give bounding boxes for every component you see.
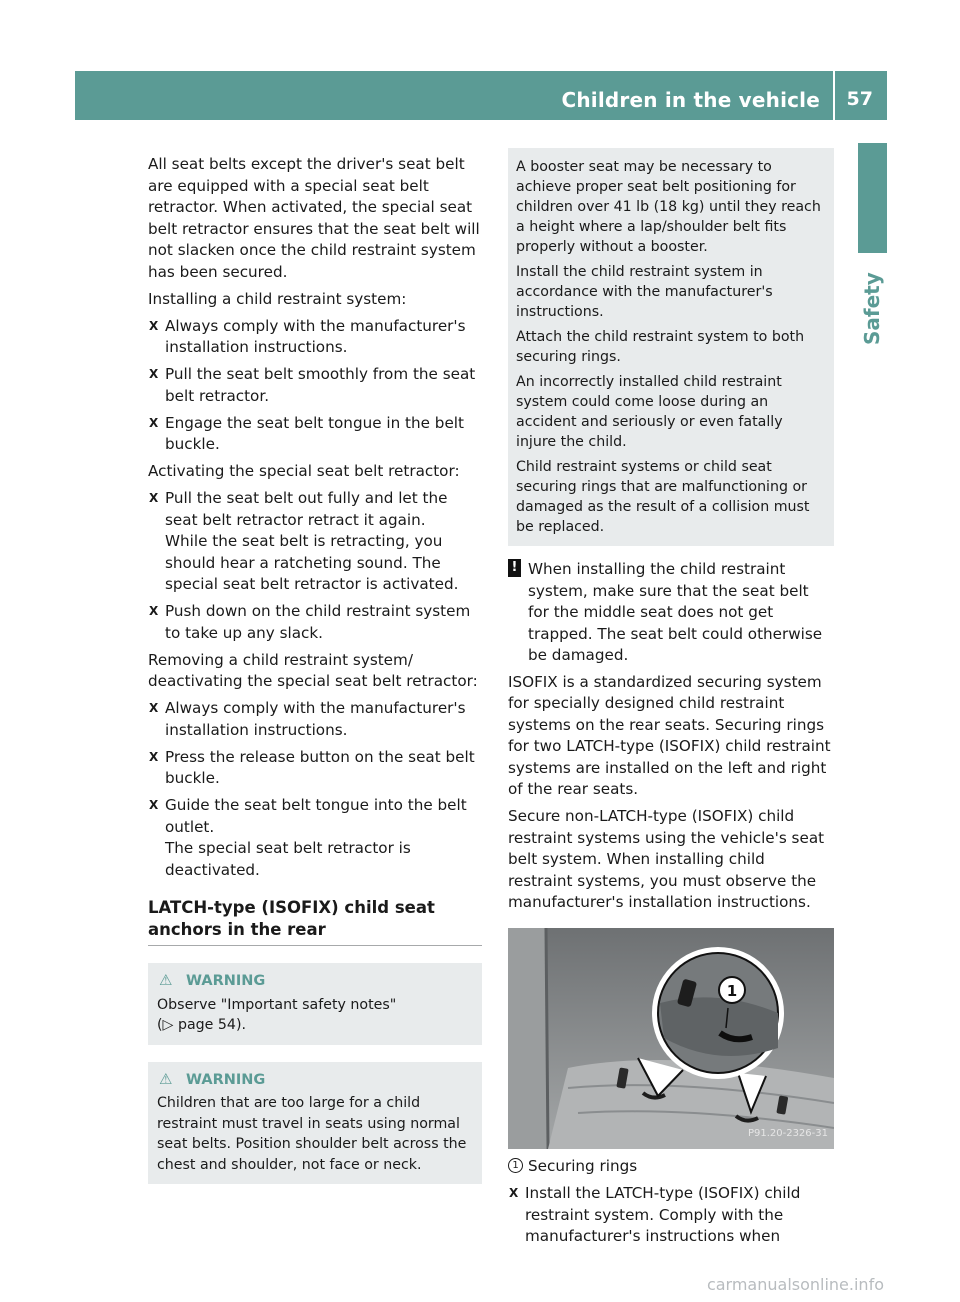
step-item: X Engage the seat belt tongue in the belt buckle. bbox=[149, 413, 464, 453]
securing-rings-photo bbox=[508, 928, 834, 1149]
step-item: X Push down on the child restraint system to take up any slack. bbox=[149, 602, 471, 642]
callout-number-icon: 1 bbox=[508, 1158, 523, 1173]
warning-box bbox=[148, 1062, 482, 1185]
side-tab-block bbox=[858, 143, 887, 253]
legend-item: 1 Securing rings bbox=[508, 1156, 834, 1178]
warning-text: Observe "Important safety notes" (▷ page 54). bbox=[157, 996, 397, 1033]
info-paragraph: A booster seat may be necessary to achieve proper seat belt positioning for children over 41 lb (18 kg) until they reach a height where a lap/shoulder belt fits properly without a booster. bbox=[516, 159, 821, 255]
page-header bbox=[75, 71, 887, 120]
warning-triangle-icon: ⚠ bbox=[159, 1069, 173, 1088]
seat-illustration bbox=[508, 928, 834, 1149]
step-item: X Install the LATCH-type (ISOFIX) child restraint system. Comply with the manufacturer's instructions when bbox=[509, 1184, 801, 1245]
info-paragraph: Child restraint systems or child seat securing rings that are malfunctioning or damaged as the result of a collision must be replaced. bbox=[516, 459, 810, 535]
warning-box bbox=[148, 963, 482, 1045]
info-paragraph: Attach the child restraint system to both securing rings. bbox=[516, 329, 805, 365]
warning-title: ⚠ WARNING bbox=[159, 971, 266, 989]
step-item: X Pull the seat belt out fully and let the seat belt retractor retract it again. While the seat belt is retracting, you should hear a ratcheting sound. The special seat belt retractor is activated. bbox=[149, 489, 459, 593]
step-arrow-icon: X bbox=[149, 367, 159, 381]
header-divider bbox=[833, 71, 835, 120]
step-item: X Pull the seat belt smoothly from the seat belt retractor. bbox=[149, 365, 476, 405]
step-item: X Always comply with the manufacturer's installation instructions. bbox=[149, 699, 466, 739]
activating-label: Activating the special seat belt retractor: bbox=[148, 462, 460, 480]
warning-triangle-icon: ⚠ bbox=[159, 971, 173, 989]
side-tab-label: Safety bbox=[860, 272, 884, 345]
warning-text: Children that are too large for a child restraint must travel in seats using normal seat belts. Position shoulder belt across the chest and shoulder, not face or neck. bbox=[157, 1095, 467, 1173]
step-arrow-icon: X bbox=[149, 798, 159, 812]
photo-callout-label: 1 bbox=[726, 981, 738, 1000]
step-arrow-icon: X bbox=[149, 415, 159, 430]
step-result: The special seat belt retractor is deactivated. bbox=[165, 839, 411, 879]
damage-note: ! When installing the child restraint system, make sure that the seat belt for the middle seat does not get trapped. The seat belt could otherwise be damaged. bbox=[508, 559, 834, 667]
installing-label: Installing a child restraint system: bbox=[148, 289, 407, 308]
page-reference-link[interactable]: (▷ page 54). bbox=[157, 1017, 246, 1033]
step-arrow-icon: X bbox=[149, 604, 159, 618]
info-paragraph: An incorrectly installed child restraint system could come loose during an accident and seriously or even fatally injure the child. bbox=[516, 374, 783, 450]
intro-paragraph: All seat belts except the driver's seat belt are equipped with a special seat belt retractor. When activated, the special seat belt retractor ensures that the seat belt will not slacken once the child restraint system has been secured. bbox=[148, 155, 480, 281]
chapter-title: Children in the vehicle bbox=[561, 88, 820, 112]
info-box bbox=[508, 148, 834, 546]
step-arrow-icon: X bbox=[509, 1186, 519, 1200]
step-arrow-icon: X bbox=[149, 749, 159, 764]
page-number: 57 bbox=[846, 88, 873, 110]
step-item: X Press the release button on the seat belt buckle. bbox=[149, 747, 475, 787]
warning-title: ⚠ WARNING bbox=[159, 1069, 266, 1088]
section-heading: LATCH-type (ISOFIX) child seat anchors in the rear bbox=[148, 897, 482, 946]
photo-caption: P91.20-2326-31 bbox=[747, 1128, 828, 1139]
non-latch-paragraph: Secure non-LATCH-type (ISOFIX) child restraint systems using the vehicle's seat belt system. When installing child restraint systems, you must observe the manufacturer's installation instructions. bbox=[508, 807, 825, 911]
removing-label: Removing a child restraint system/ deactivating the special seat belt retractor: bbox=[148, 650, 478, 690]
left-column bbox=[148, 154, 482, 1184]
step-item: X Guide the seat belt tongue into the belt outlet. The special seat belt retractor is deactivated. bbox=[149, 796, 467, 879]
step-arrow-icon: X bbox=[149, 318, 159, 333]
exclamation-icon: ! bbox=[508, 559, 521, 577]
right-column bbox=[508, 148, 834, 1253]
step-result: While the seat belt is retracting, you should hear a ratcheting sound. The special seat belt retractor is activated. bbox=[165, 532, 459, 593]
step-arrow-icon: X bbox=[149, 701, 159, 715]
step-arrow-icon: X bbox=[149, 491, 159, 505]
watermark: carmanualsonline.info bbox=[706, 1275, 884, 1294]
info-paragraph: Install the child restraint system in accordance with the manufacturer's instructions. bbox=[516, 264, 773, 320]
isofix-paragraph: ISOFIX is a standardized securing system for specially designed child restraint systems on the rear seats. Securing rings for two LATCH-type (ISOFIX) child restraint systems are installed on the left and right of the rear seats. bbox=[508, 672, 831, 798]
step-item: X Always comply with the manufacturer's installation instructions. bbox=[149, 316, 466, 356]
